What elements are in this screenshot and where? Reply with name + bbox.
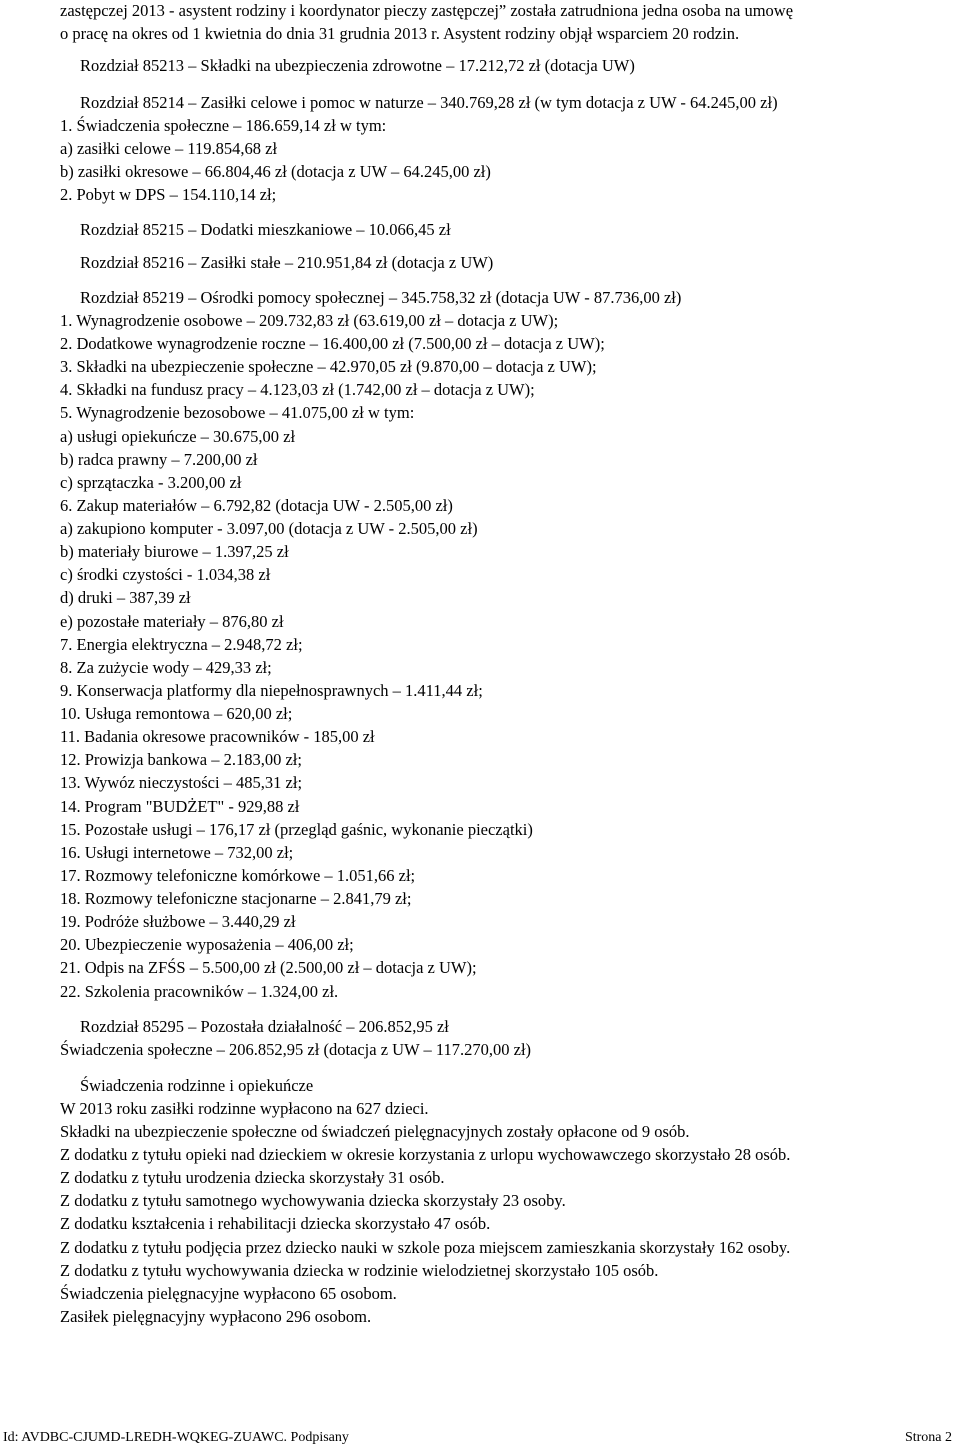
list-item: a) zasiłki celowe – 119.854,68 zł: [60, 139, 278, 158]
text-line: Z dodatku z tytułu urodzenia dziecka skorzystały 31 osób.: [60, 1168, 445, 1187]
list-item: 9. Konserwacja platformy dla niepełnosprawnych – 1.411,44 zł;: [60, 681, 483, 700]
list-item: 16. Usługi internetowe – 732,00 zł;: [60, 843, 294, 862]
list-item: 1. Wynagrodzenie osobowe – 209.732,83 zł (63.619,00 zł – dotacja z UW);: [60, 311, 559, 330]
section-heading: Rozdział 85215 – Dodatki mieszkaniowe – 10.066,45 zł: [80, 220, 451, 239]
list-item: 2. Pobyt w DPS – 154.110,14 zł;: [60, 185, 277, 204]
list-item: a) zakupiono komputer - 3.097,00 (dotacja z UW - 2.505,00 zł): [60, 519, 478, 538]
text-line: Z dodatku z tytułu wychowywania dziecka w rodzinie wielodzietnej skorzystało 105 osób.: [60, 1261, 659, 1280]
text-line: W 2013 roku zasiłki rodzinne wypłacono na 627 dzieci.: [60, 1099, 429, 1118]
text-line: Z dodatku z tytułu opieki nad dzieckiem w okresie korzystania z urlopu wychowawczego skorzystało 28 osób.: [60, 1145, 791, 1164]
list-item: 12. Prowizja bankowa – 2.183,00 zł;: [60, 750, 302, 769]
list-item: 1. Świadczenia społeczne – 186.659,14 zł w tym:: [60, 116, 387, 135]
text-line: Zasiłek pielęgnacyjny wypłacono 296 osobom.: [60, 1307, 372, 1326]
text-line: o pracę na okres od 1 kwietnia do dnia 31 grudnia 2013 r. Asystent rodziny objął wsparciem 20 rodzin.: [60, 24, 740, 43]
list-item: 3. Składki na ubezpieczenie społeczne – 42.970,05 zł (9.870,00 – dotacja z UW);: [60, 357, 597, 376]
text-line: Świadczenia społeczne – 206.852,95 zł (dotacja z UW – 117.270,00 zł): [60, 1040, 532, 1059]
list-item: 14. Program "BUDŻET" - 929,88 zł: [60, 797, 300, 816]
list-item: 17. Rozmowy telefoniczne komórkowe – 1.051,66 zł;: [60, 866, 416, 885]
page-number: Strona 2: [904, 1430, 952, 1445]
list-item: c) środki czystości - 1.034,38 zł: [60, 565, 271, 584]
section-heading: Rozdział 85216 – Zasiłki stałe – 210.951,84 zł (dotacja z UW): [80, 253, 494, 272]
list-item: 2. Dodatkowe wynagrodzenie roczne – 16.400,00 zł (7.500,00 zł – dotacja z UW);: [60, 334, 605, 353]
list-item: 7. Energia elektryczna – 2.948,72 zł;: [60, 635, 303, 654]
text-line: Z dodatku z tytułu podjęcia przez dziecko nauki w szkole poza miejscem zamieszkania skorzystały 162 osoby.: [60, 1238, 791, 1257]
list-item: 11. Badania okresowe pracowników - 185,00 zł: [60, 727, 375, 746]
list-item: a) usługi opiekuńcze – 30.675,00 zł: [60, 427, 296, 446]
list-item: 5. Wynagrodzenie bezosobowe – 41.075,00 zł w tym:: [60, 403, 415, 422]
list-item: e) pozostałe materiały – 876,80 zł: [60, 612, 284, 631]
text-line: Z dodatku z tytułu samotnego wychowywania dziecka skorzystały 23 osoby.: [60, 1191, 566, 1210]
list-item: 22. Szkolenia pracowników – 1.324,00 zł.: [60, 982, 339, 1001]
list-item: 19. Podróże służbowe – 3.440,29 zł: [60, 912, 296, 931]
list-item: 21. Odpis na ZFŚS – 5.500,00 zł (2.500,00 zł – dotacja z UW);: [60, 958, 477, 977]
text-line: Świadczenia pielęgnacyjne wypłacono 65 osobom.: [60, 1284, 397, 1303]
list-item: 18. Rozmowy telefoniczne stacjonarne – 2.841,79 zł;: [60, 889, 412, 908]
list-item: d) druki – 387,39 zł: [60, 588, 191, 607]
section-heading: Rozdział 85219 – Ośrodki pomocy społecznej – 345.758,32 zł (dotacja UW - 87.736,00 zł): [80, 288, 682, 307]
list-item: 10. Usługa remontowa – 620,00 zł;: [60, 704, 293, 723]
list-item: b) radca prawny – 7.200,00 zł: [60, 450, 258, 469]
document-id: Id: AVDBC-CJUMD-LREDH-WQKEG-ZUAWC. Podpisany: [3, 1430, 349, 1445]
section-heading: Rozdział 85214 – Zasiłki celowe i pomoc w naturze – 340.769,28 zł (w tym dotacja z UW - 64.245,00 zł): [80, 93, 778, 112]
section-heading: Rozdział 85213 – Składki na ubezpieczenia zdrowotne – 17.212,72 zł (dotacja UW): [80, 56, 635, 75]
section-heading: Rozdział 85295 – Pozostała działalność – 206.852,95 zł: [80, 1017, 449, 1036]
list-item: b) zasiłki okresowe – 66.804,46 zł (dotacja z UW – 64.245,00 zł): [60, 162, 491, 181]
list-item: 20. Ubezpieczenie wyposażenia – 406,00 zł;: [60, 935, 354, 954]
text-line: Z dodatku kształcenia i rehabilitacji dziecka skorzystało 47 osób.: [60, 1214, 491, 1233]
list-item: c) sprzątaczka - 3.200,00 zł: [60, 473, 242, 492]
list-item: 15. Pozostałe usługi – 176,17 zł (przegląd gaśnic, wykonanie pieczątki): [60, 820, 533, 839]
section-heading: Świadczenia rodzinne i opiekuńcze: [80, 1076, 314, 1095]
text-line: Składki na ubezpieczenie społeczne od świadczeń pielęgnacyjnych zostały opłacone od 9 osób.: [60, 1122, 690, 1141]
text-line: zastępczej 2013 - asystent rodziny i koordynator pieczy zastępczej” została zatrudniona jedna osoba na umowę: [60, 1, 794, 20]
list-item: 6. Zakup materiałów – 6.792,82 (dotacja UW - 2.505,00 zł): [60, 496, 453, 515]
list-item: 13. Wywóz nieczystości – 485,31 zł;: [60, 773, 303, 792]
list-item: 8. Za zużycie wody – 429,33 zł;: [60, 658, 272, 677]
list-item: b) materiały biurowe – 1.397,25 zł: [60, 542, 289, 561]
list-item: 4. Składki na fundusz pracy – 4.123,03 zł (1.742,00 zł – dotacja z UW);: [60, 380, 535, 399]
